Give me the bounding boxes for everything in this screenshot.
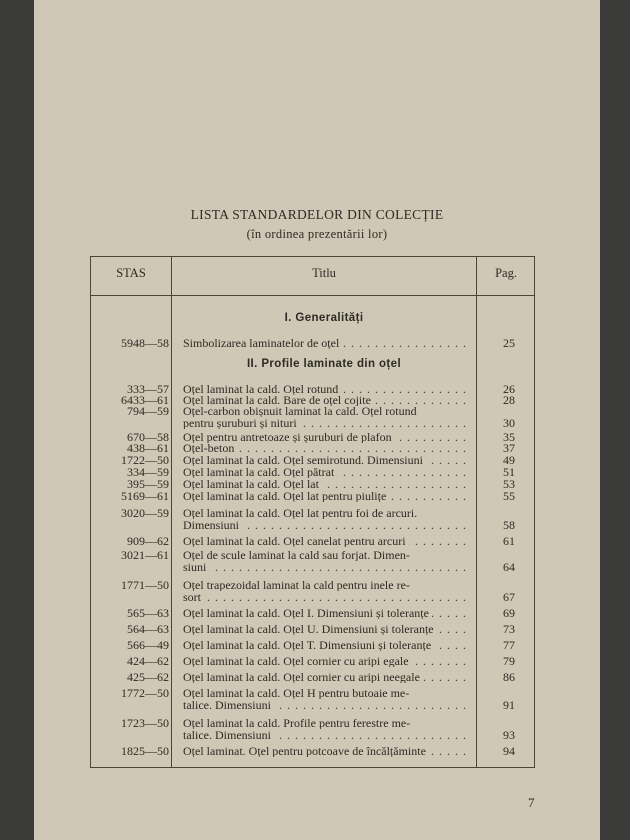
column-divider-pag: [476, 256, 477, 768]
title-line: [183, 467, 469, 478]
stas-number: 1772—50: [121, 686, 169, 700]
title-line: [183, 338, 469, 349]
title-text: Oțel laminat la cald. Oțel cornier cu aripi egale: [183, 656, 412, 667]
stas-number: 565—63: [127, 606, 169, 620]
stas-number: 670—58: [127, 430, 169, 444]
page-ref: 26: [503, 382, 515, 396]
title-text: Oțel laminat la cald. Oțel U. Dimensiuni și toleranțe: [183, 624, 437, 635]
stas-number: 5169—61: [121, 489, 169, 503]
stas-number: 5948—58: [121, 336, 169, 350]
title-line: [183, 395, 469, 406]
column-header-titlu: Titlu: [312, 266, 336, 280]
page-ref: 69: [503, 606, 515, 620]
stas-number: 425—62: [127, 670, 169, 684]
title-line: [183, 455, 469, 466]
title-text: Oțel laminat la cald. Oțel H pentru butoaie me-: [183, 688, 412, 699]
title-text: Oțel trapezoidal laminat la cald pentru inele re-: [183, 580, 413, 591]
title-text: Oțel-beton: [183, 443, 237, 454]
stas-number: 424—62: [127, 654, 169, 668]
title-line: [183, 432, 469, 443]
title-text: pentru șuruburi și nituri: [183, 418, 300, 429]
title-text: Oțel de scule laminat la cald sau forjat. Dimen-: [183, 550, 413, 561]
title-line: [183, 592, 469, 603]
title-text: sort: [183, 592, 204, 603]
title-text: Oțel laminat la cald. Bare de oțel cojite: [183, 395, 374, 406]
title-text: Oțel-carbon obișnuit laminat la cald. Oțel rotund: [183, 406, 420, 417]
title-line: [183, 700, 469, 711]
stas-number: 564—63: [127, 622, 169, 636]
stas-number: 1722—50: [121, 453, 169, 467]
page-ref: 73: [503, 622, 515, 636]
page-ref: 64: [503, 560, 515, 574]
title-line: [183, 443, 469, 454]
page-ref: 28: [503, 393, 515, 407]
stas-number: 1825—50: [121, 744, 169, 758]
title-text: Oțel laminat la cald. Oțel I. Dimensiuni și toleranțe: [183, 608, 432, 619]
stas-number: 3021—61: [121, 548, 169, 562]
column-header-stas: STAS: [116, 266, 146, 280]
title-text: Oțel pentru antretoaze și șuruburi de plafon: [183, 432, 395, 443]
title-text: Oțel laminat la cald. Profile pentru ferestre me-: [183, 718, 413, 729]
stas-number: 438—61: [127, 441, 169, 455]
title-line: [183, 491, 469, 502]
title-line: [183, 508, 469, 519]
page-ref: 61: [503, 534, 515, 548]
title-line: [183, 672, 469, 683]
page-ref: 94: [503, 744, 515, 758]
title-line: [183, 520, 469, 531]
page-ref: 93: [503, 728, 515, 742]
stas-number: 1723—50: [121, 716, 169, 730]
title-line: [183, 406, 469, 417]
title-line: [183, 746, 469, 757]
title-text: Oțel laminat. Oțel pentru potcoave de încălțăminte: [183, 746, 429, 757]
header-divider: [90, 295, 535, 296]
title-line: [183, 688, 469, 699]
page-ref: 86: [503, 670, 515, 684]
page-ref: 77: [503, 638, 515, 652]
stas-number: 3020—59: [121, 506, 169, 520]
stas-number: 333—57: [127, 382, 169, 396]
title-text: talice. Dimensiuni: [183, 730, 274, 741]
page-ref: 53: [503, 477, 515, 491]
stas-number: 334—59: [127, 465, 169, 479]
page-ref: 91: [503, 698, 515, 712]
page-ref: 51: [503, 465, 515, 479]
page-title: LISTA STANDARDELOR DIN COLECȚIE: [190, 207, 444, 222]
stas-number: 794—59: [127, 404, 169, 418]
title-line: [183, 656, 469, 667]
page-ref: 35: [503, 430, 515, 444]
title-line: [183, 479, 469, 490]
title-text: Oțel laminat la cald. Oțel canelat pentru arcuri: [183, 536, 409, 547]
stas-number: 1771—50: [121, 578, 169, 592]
page-ref: 37: [503, 441, 515, 455]
title-text: talice. Dimensiuni: [183, 700, 274, 711]
page-ref: 30: [503, 416, 515, 430]
title-line: [183, 536, 469, 547]
page-ref: 49: [503, 453, 515, 467]
title-text: Oțel laminat la cald. Oțel T. Dimensiuni și toleranțe: [183, 640, 434, 651]
page-ref: 67: [503, 590, 515, 604]
title-text: Dimensiuni: [183, 520, 242, 531]
title-line: [183, 640, 469, 651]
page-ref: 79: [503, 654, 515, 668]
stas-number: 6433—61: [121, 393, 169, 407]
page-subtitle: (în ordinea prezentării lor): [246, 227, 388, 241]
title-line: [183, 608, 469, 619]
title-line: [183, 730, 469, 741]
column-divider-stas: [171, 256, 172, 768]
title-text: Oțel laminat la cald. Oțel pătrat: [183, 467, 337, 478]
stas-number: 395—59: [127, 477, 169, 491]
section-heading-profile: II. Profile laminate din oțel: [246, 358, 402, 370]
title-text: Oțel laminat la cald. Oțel cornier cu aripi neegale: [183, 672, 423, 683]
title-line: [183, 718, 469, 729]
title-text: Oțel laminat la cald. Oțel semirotund. Dimensiuni: [183, 455, 426, 466]
title-text: Oțel laminat la cald. Oțel lat: [183, 479, 322, 490]
stas-number: 909—62: [127, 534, 169, 548]
column-header-pag: Pag.: [495, 266, 517, 280]
title-text: Oțel laminat la cald. Oțel lat pentru foi de arcuri.: [183, 508, 420, 519]
title-text: Simbolizarea laminatelor de oțel: [183, 338, 342, 349]
page-number: 7: [528, 795, 535, 810]
page-ref: 55: [503, 489, 515, 503]
title-line: [183, 562, 469, 573]
page-ref: 58: [503, 518, 515, 532]
section-heading-generalitati: I. Generalități: [284, 312, 364, 324]
title-line: [183, 418, 469, 429]
title-line: [183, 550, 469, 561]
stas-number: 566—49: [127, 638, 169, 652]
title-line: [183, 384, 469, 395]
title-text: Oțel laminat la cald. Oțel rotund: [183, 384, 341, 395]
title-text: Oțel laminat la cald. Oțel lat pentru piulițe: [183, 491, 389, 502]
title-line: [183, 580, 469, 591]
title-text: siuni: [183, 562, 209, 573]
title-line: [183, 624, 469, 635]
page-ref: 25: [503, 336, 515, 350]
